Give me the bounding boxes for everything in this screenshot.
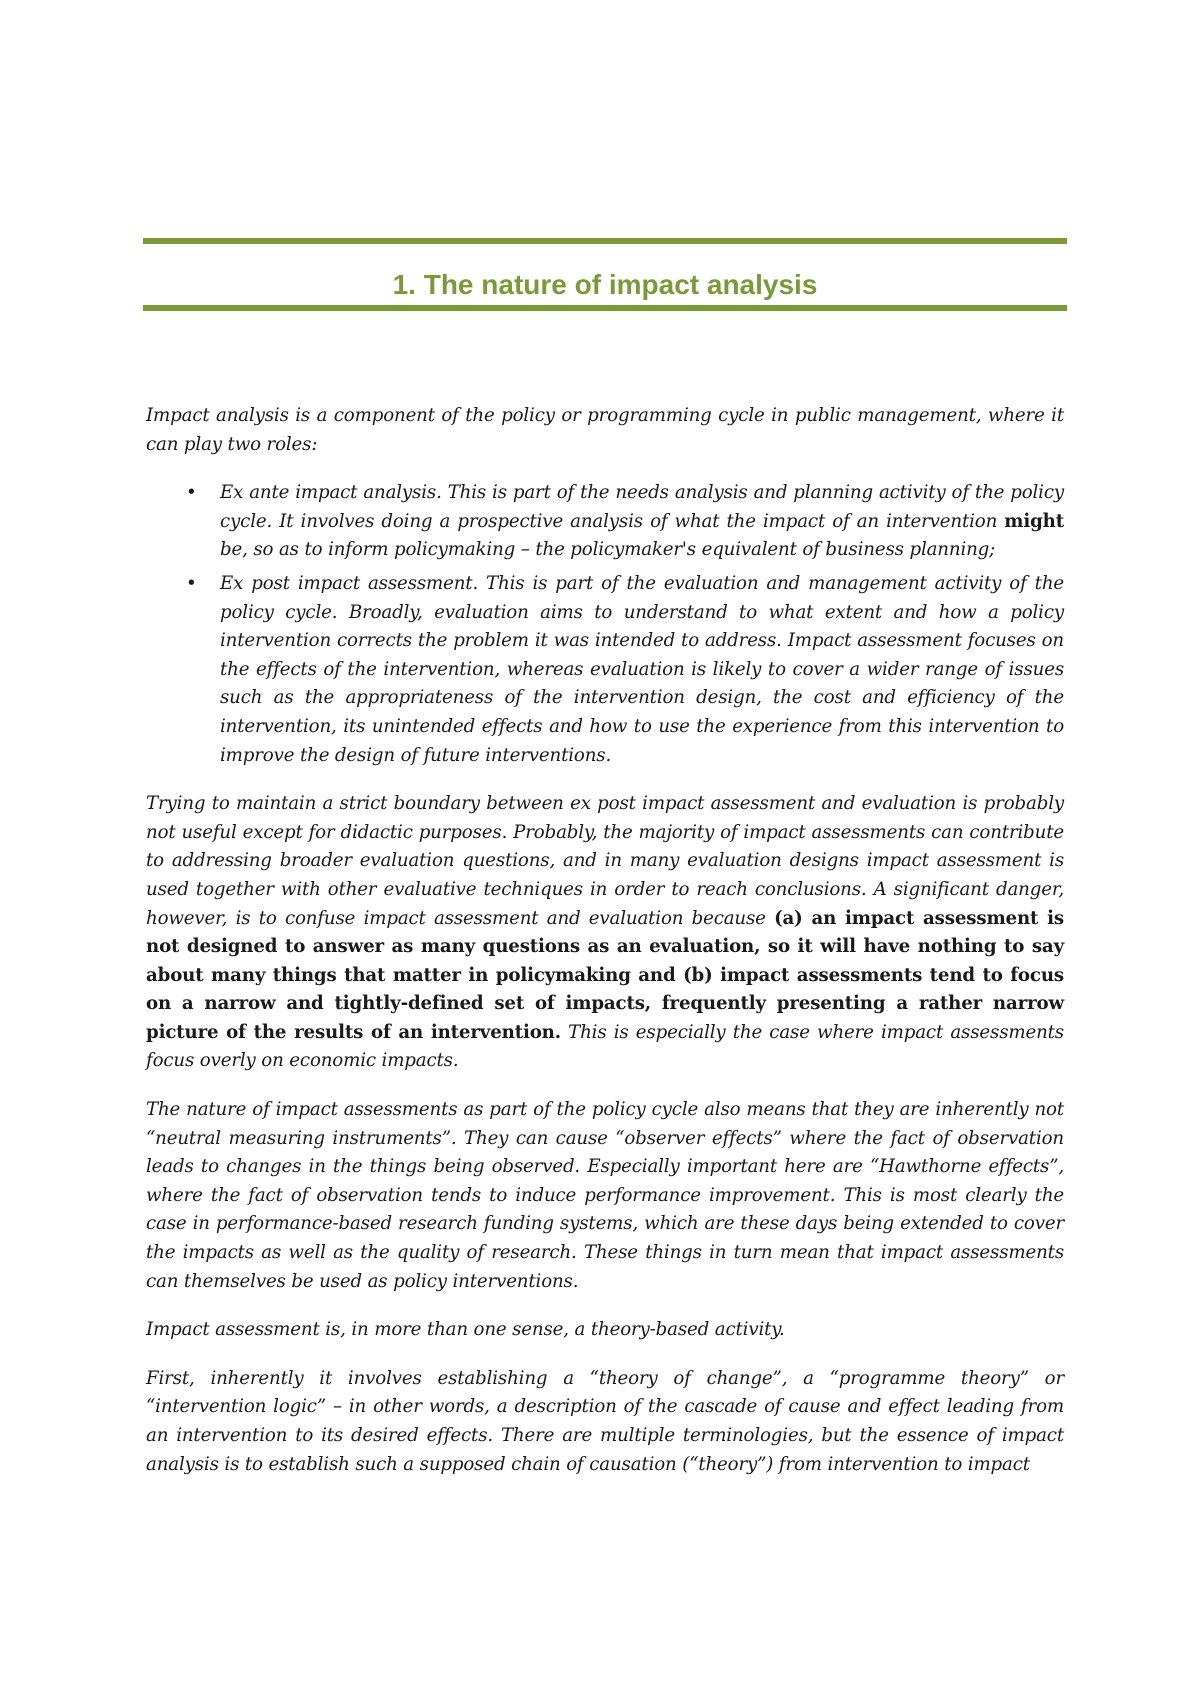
- heading-bottom-rule: [143, 305, 1067, 311]
- boundary-text-before: Trying to maintain a strict boundary between ex post impact assessment and evaluation is probably not useful except for didactic purposes. Probably, the majority of impact assessments can contribute to addressing broader evaluation questions, and in many evaluation designs impact assessment is used together with other evaluative techniques in order to reach conclusions. A significant danger, however, is to confuse impact assessment and evaluation because: [146, 793, 1064, 929]
- section-heading: 1. The nature of impact analysis: [392, 269, 818, 300]
- boundary-bold-text: (a) an impact assessment is not designed to answer as many questions as an evaluation, so it will have nothing to say about many things that matter in policymaking and (b) impact assessments tend to focus on a narrow and tightly-defined set of impacts, frequently presenting a rather narrow picture of the results of an intervention.: [146, 907, 1064, 1043]
- roles-list: [146, 479, 1064, 770]
- body-text: [146, 402, 1064, 1499]
- ex-post-text: Ex post impact assessment. This is part of the evaluation and management activity of the policy cycle. Broadly, evaluation aims to understand to what extent and how a policy intervention corrects the problem it was intended to address. Impact assessment focuses on the effects of the intervention, whereas evaluation is likely to cover a wider range of issues such as the appropriateness of the intervention design, the cost and efficiency of the intervention, its unintended effects and how to use the experience from this intervention to improve the design of future interventions.: [220, 572, 1064, 766]
- heading-top-rule: [143, 238, 1067, 244]
- boundary-paragraph: [146, 790, 1064, 1076]
- boundary-text-after: This is especially the case where impact assessments focus overly on economic impacts.: [146, 1021, 1064, 1072]
- ex-ante-text-after: be, so as to inform policymaking – the policymaker's equivalent of business planning;: [220, 539, 996, 561]
- list-item-ex-post: [146, 570, 1064, 770]
- nature-paragraph: The nature of impact assessments as part of the policy cycle also means that they are inherently not “neutral measuring instruments”. They can cause “observer effects” where the fact of observation leads to changes in the things being observed. Especially important here are “Hawthorne effects”, where the fact of observation tends to induce performance improvement. This is most clearly the case in performance-based research funding systems, which are these days being extended to cover the impacts as well as the quality of research. These things in turn mean that impact assessments can themselves be used as policy interventions.: [146, 1099, 1064, 1292]
- ex-ante-text-before: Ex ante impact analysis. This is part of the needs analysis and planning activity of the policy cycle. It involves doing a prospective analysis of what the impact of an intervention: [220, 482, 1064, 532]
- list-item-ex-ante: [146, 479, 1064, 565]
- theory-statement-paragraph: Impact assessment is, in more than one sense, a theory-based activity.: [146, 1319, 785, 1341]
- first-point-paragraph: First, inherently it involves establishing a “theory of change”, a “programme theory” or “intervention logic” – in other words, a description of the cascade of cause and effect leading from an intervention to its desired effects. There are multiple terminologies, but the essence of impact analysis is to establish such a supposed chain of causation (“theory”) from intervention to impact: [146, 1367, 1064, 1475]
- ex-ante-bold-word: might: [1004, 510, 1064, 532]
- intro-paragraph: Impact analysis is a component of the policy or programming cycle in public management, where it can play two roles:: [146, 405, 1064, 455]
